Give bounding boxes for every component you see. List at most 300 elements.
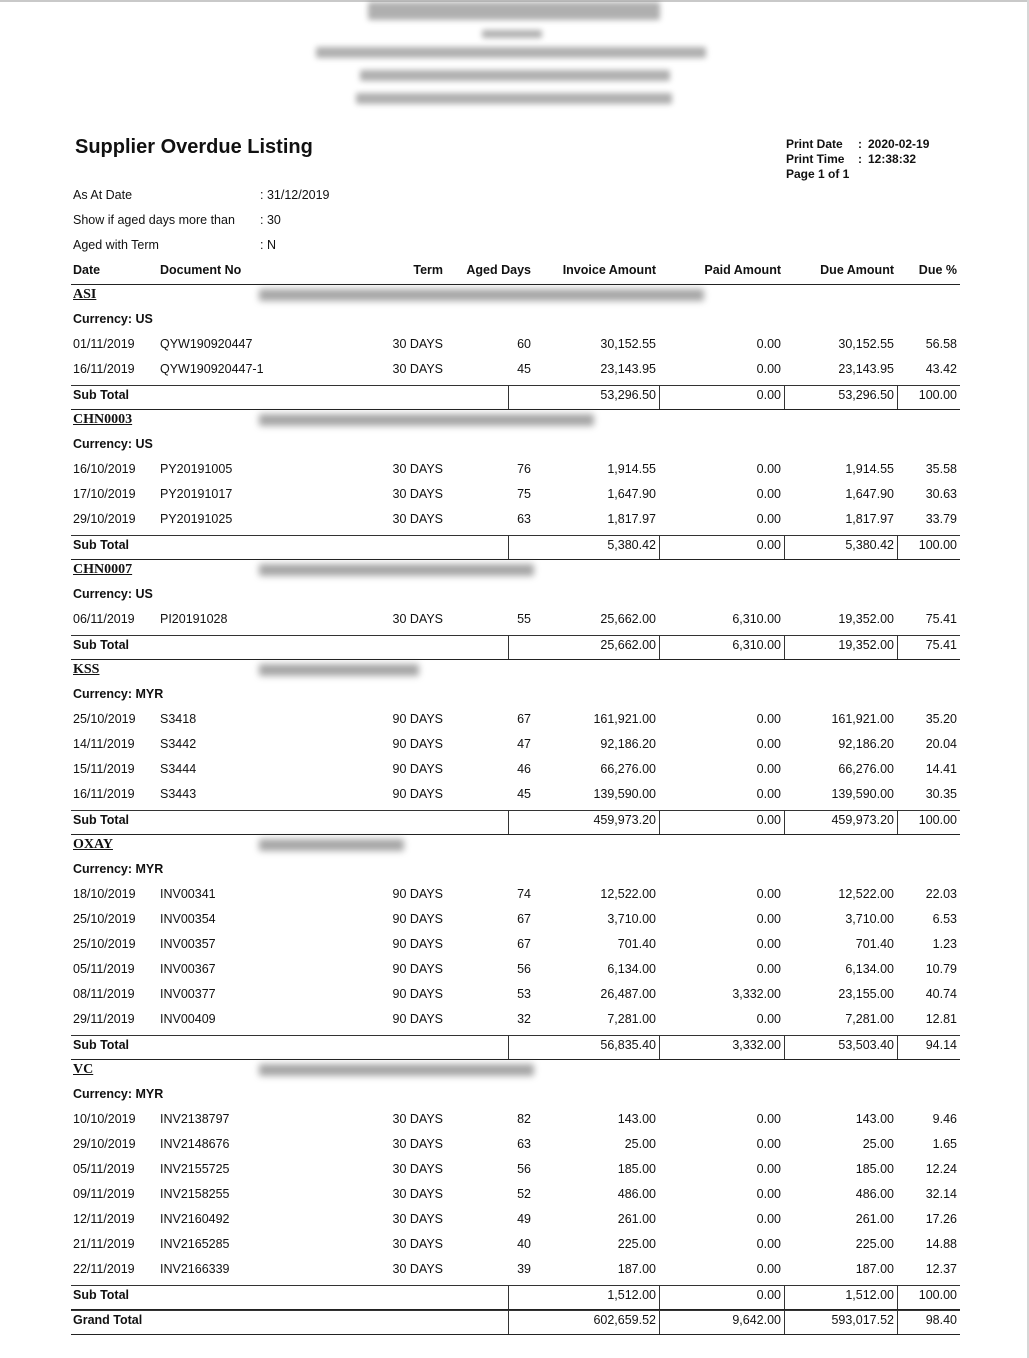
document-no-cell: PI20191028 — [160, 612, 228, 626]
currency-row — [71, 435, 960, 460]
table-row — [71, 910, 960, 935]
due-amount-cell: 261.00 — [855, 1212, 894, 1226]
due-pct-cell: 10.79 — [925, 962, 957, 976]
document-no-cell: INV00409 — [160, 1012, 216, 1026]
invoice-amount-cell: 701.40 — [617, 937, 656, 951]
aged-days-cell: 82 — [517, 1112, 531, 1126]
subtotal-invoice: 25,662.00 — [600, 638, 656, 652]
term-cell: 90 DAYS — [392, 1012, 443, 1026]
paid-amount-cell: 0.00 — [756, 912, 781, 926]
invoice-amount-cell: 66,276.00 — [600, 762, 656, 776]
column-separator — [659, 636, 660, 659]
aged-days-cell: 45 — [517, 787, 531, 801]
col-invoice-header: Invoice Amount — [562, 263, 656, 277]
document-no-cell: S3442 — [160, 737, 197, 751]
date-cell: 10/10/2019 — [73, 1112, 136, 1126]
invoice-amount-cell: 23,143.95 — [600, 362, 656, 376]
term-cell: 30 DAYS — [392, 512, 443, 526]
column-separator — [784, 386, 785, 409]
date-cell: 18/10/2019 — [73, 887, 136, 901]
table-row — [71, 885, 960, 910]
invoice-amount-cell: 26,487.00 — [600, 987, 656, 1001]
due-pct-cell: 14.88 — [925, 1237, 957, 1251]
param-label: Aged with Term — [73, 238, 159, 252]
redacted-supplier-name — [259, 839, 404, 851]
due-pct-cell: 20.04 — [925, 737, 957, 751]
supplier-code: KSS — [73, 662, 100, 677]
aged-days-cell: 53 — [517, 987, 531, 1001]
column-separator — [659, 811, 660, 834]
subtotal-label: Sub Total — [73, 1288, 130, 1302]
due-pct-cell: 30.35 — [925, 787, 957, 801]
subtotal-label: Sub Total — [73, 1038, 130, 1052]
invoice-amount-cell: 161,921.00 — [593, 712, 656, 726]
document-no-cell: INV00367 — [160, 962, 216, 976]
term-cell: 30 DAYS — [392, 1262, 443, 1276]
supplier-group-header — [71, 285, 960, 310]
supplier-group-header — [71, 835, 960, 860]
date-cell: 16/10/2019 — [73, 462, 136, 476]
currency-label: Currency: US — [73, 437, 153, 451]
due-amount-cell: 3,710.00 — [845, 912, 894, 926]
currency-row — [71, 860, 960, 885]
column-separator — [659, 536, 660, 559]
column-separator — [508, 1286, 509, 1309]
term-cell: 30 DAYS — [392, 1237, 443, 1251]
due-pct-cell: 6.53 — [932, 912, 957, 926]
column-separator — [784, 1286, 785, 1309]
table-row — [71, 1260, 960, 1285]
paid-amount-cell: 3,332.00 — [732, 987, 781, 1001]
term-cell: 30 DAYS — [392, 1212, 443, 1226]
grand-total-due: 593,017.52 — [831, 1313, 894, 1327]
overdue-table — [71, 261, 960, 1335]
table-row — [71, 1010, 960, 1035]
subtotal-row — [71, 1035, 960, 1060]
redacted-supplier-name — [259, 1064, 534, 1076]
invoice-amount-cell: 1,647.90 — [607, 487, 656, 501]
date-cell: 17/10/2019 — [73, 487, 136, 501]
subtotal-label: Sub Total — [73, 638, 130, 652]
date-cell: 05/11/2019 — [73, 1162, 135, 1176]
print-date-label: Print Date — [786, 137, 843, 151]
column-separator — [659, 1286, 660, 1309]
due-pct-cell: 40.74 — [925, 987, 957, 1001]
table-row — [71, 1135, 960, 1160]
table-row — [71, 960, 960, 985]
currency-row — [71, 1085, 960, 1110]
due-amount-cell: 139,590.00 — [831, 787, 894, 801]
due-pct-cell: 12.81 — [925, 1012, 957, 1026]
due-amount-cell: 486.00 — [855, 1187, 894, 1201]
due-amount-cell: 187.00 — [855, 1262, 894, 1276]
invoice-amount-cell: 7,281.00 — [607, 1012, 656, 1026]
date-cell: 29/11/2019 — [73, 1012, 135, 1026]
paid-amount-cell: 0.00 — [756, 337, 781, 351]
aged-days-cell: 63 — [517, 1137, 531, 1151]
column-separator — [897, 536, 898, 559]
param-value: : 30 — [260, 213, 281, 227]
due-pct-cell: 30.63 — [925, 487, 957, 501]
subtotal-invoice: 5,380.42 — [607, 538, 656, 552]
due-amount-cell: 12,522.00 — [838, 887, 894, 901]
subtotal-pct: 100.00 — [918, 388, 957, 402]
redacted-phone-line — [356, 93, 672, 104]
term-cell: 90 DAYS — [392, 737, 443, 751]
paid-amount-cell: 0.00 — [756, 362, 781, 376]
due-pct-cell: 9.46 — [932, 1112, 957, 1126]
subtotal-label: Sub Total — [73, 813, 130, 827]
col-term-header: Term — [413, 263, 443, 277]
paid-amount-cell: 0.00 — [756, 1262, 781, 1276]
paid-amount-cell: 0.00 — [756, 737, 781, 751]
subtotal-due: 459,973.20 — [831, 813, 894, 827]
table-header — [71, 261, 960, 285]
due-pct-cell: 12.24 — [925, 1162, 957, 1176]
table-row — [71, 1210, 960, 1235]
subtotal-invoice: 1,512.00 — [607, 1288, 656, 1302]
grand-total-pct: 98.40 — [925, 1313, 957, 1327]
currency-label: Currency: MYR — [73, 1087, 164, 1101]
paid-amount-cell: 6,310.00 — [732, 612, 781, 626]
column-separator — [508, 386, 509, 409]
subtotal-label: Sub Total — [73, 538, 130, 552]
paid-amount-cell: 0.00 — [756, 762, 781, 776]
due-amount-cell: 1,817.97 — [845, 512, 894, 526]
aged-days-cell: 56 — [517, 962, 531, 976]
subtotal-invoice: 56,835.40 — [600, 1038, 656, 1052]
col-due-header: Due Amount — [820, 263, 894, 277]
column-separator — [897, 1286, 898, 1309]
term-cell: 30 DAYS — [392, 1137, 443, 1151]
param-row — [73, 236, 330, 261]
column-separator — [659, 1036, 660, 1059]
due-amount-cell: 225.00 — [855, 1237, 894, 1251]
due-pct-cell: 1.23 — [932, 937, 957, 951]
table-row — [71, 1185, 960, 1210]
paid-amount-cell: 0.00 — [756, 462, 781, 476]
date-cell: 14/11/2019 — [73, 737, 135, 751]
subtotal-row — [71, 635, 960, 660]
company-letterhead-redacted — [0, 0, 1029, 110]
invoice-amount-cell: 25,662.00 — [600, 612, 656, 626]
date-cell: 15/11/2019 — [73, 762, 135, 776]
aged-days-cell: 46 — [517, 762, 531, 776]
column-separator — [508, 1036, 509, 1059]
grand-total-invoice: 602,659.52 — [593, 1313, 656, 1327]
document-no-cell: INV2160492 — [160, 1212, 230, 1226]
due-pct-cell: 32.14 — [925, 1187, 957, 1201]
document-no-cell: S3418 — [160, 712, 197, 726]
table-row — [71, 735, 960, 760]
table-row — [71, 785, 960, 810]
term-cell: 30 DAYS — [392, 362, 443, 376]
table-row — [71, 985, 960, 1010]
aged-days-cell: 67 — [517, 937, 531, 951]
table-row — [71, 485, 960, 510]
aged-days-cell: 74 — [517, 887, 531, 901]
document-no-cell: PY20191017 — [160, 487, 233, 501]
term-cell: 90 DAYS — [392, 937, 443, 951]
currency-label: Currency: US — [73, 587, 153, 601]
subtotal-paid: 0.00 — [756, 538, 781, 552]
redacted-address-line — [360, 70, 670, 81]
subtotal-paid: 6,310.00 — [732, 638, 781, 652]
supplier-code: VC — [73, 1062, 94, 1077]
subtotal-row — [71, 535, 960, 560]
date-cell: 21/11/2019 — [73, 1237, 135, 1251]
due-pct-cell: 17.26 — [925, 1212, 957, 1226]
invoice-amount-cell: 143.00 — [617, 1112, 656, 1126]
column-separator — [784, 811, 785, 834]
subtotal-pct: 100.00 — [918, 813, 957, 827]
column-separator — [784, 1036, 785, 1059]
column-separator — [784, 636, 785, 659]
date-cell: 25/10/2019 — [73, 712, 136, 726]
due-amount-cell: 143.00 — [855, 1112, 894, 1126]
subtotal-paid: 0.00 — [756, 813, 781, 827]
aged-days-cell: 47 — [517, 737, 531, 751]
date-cell: 29/10/2019 — [73, 1137, 136, 1151]
due-pct-cell: 56.58 — [925, 337, 957, 351]
date-cell: 01/11/2019 — [73, 337, 135, 351]
invoice-amount-cell: 3,710.00 — [607, 912, 656, 926]
due-amount-cell: 701.40 — [855, 937, 894, 951]
column-separator — [508, 811, 509, 834]
aged-days-cell: 55 — [517, 612, 531, 626]
due-pct-cell: 12.37 — [925, 1262, 957, 1276]
paid-amount-cell: 0.00 — [756, 712, 781, 726]
redacted-supplier-name — [259, 289, 704, 301]
invoice-amount-cell: 92,186.20 — [600, 737, 656, 751]
due-amount-cell: 1,914.55 — [845, 462, 894, 476]
redacted-company-name — [368, 2, 660, 20]
supplier-group-header — [71, 1060, 960, 1085]
invoice-amount-cell: 225.00 — [617, 1237, 656, 1251]
term-cell: 90 DAYS — [392, 712, 443, 726]
invoice-amount-cell: 12,522.00 — [600, 887, 656, 901]
date-cell: 09/11/2019 — [73, 1187, 135, 1201]
table-row — [71, 610, 960, 635]
aged-days-cell: 75 — [517, 487, 531, 501]
subtotal-due: 19,352.00 — [838, 638, 894, 652]
subtotal-due: 1,512.00 — [845, 1288, 894, 1302]
supplier-code: OXAY — [73, 837, 113, 852]
paid-amount-cell: 0.00 — [756, 512, 781, 526]
table-row — [71, 760, 960, 785]
print-info: Print Date : 2020-02-19 Print Time : 12:38:32 Page 1 of 1 — [786, 137, 930, 181]
document-no-cell: S3443 — [160, 787, 197, 801]
table-row — [71, 1110, 960, 1135]
due-amount-cell: 66,276.00 — [838, 762, 894, 776]
term-cell: 90 DAYS — [392, 962, 443, 976]
column-separator — [659, 386, 660, 409]
document-no-cell: INV2165285 — [160, 1237, 230, 1251]
due-pct-cell: 75.41 — [925, 612, 957, 626]
paid-amount-cell: 0.00 — [756, 937, 781, 951]
supplier-code: CHN0003 — [73, 412, 133, 427]
document-no-cell: S3444 — [160, 762, 197, 776]
aged-days-cell: 40 — [517, 1237, 531, 1251]
due-amount-cell: 161,921.00 — [831, 712, 894, 726]
paid-amount-cell: 0.00 — [756, 1112, 781, 1126]
col-pct-header: Due % — [918, 263, 957, 277]
redacted-address-line — [316, 47, 706, 58]
supplier-code: CHN0007 — [73, 562, 133, 577]
aged-days-cell: 32 — [517, 1012, 531, 1026]
due-pct-cell: 33.79 — [925, 512, 957, 526]
grand-total-row — [71, 1310, 960, 1335]
paid-amount-cell: 0.00 — [756, 887, 781, 901]
currency-label: Currency: US — [73, 312, 153, 326]
paid-amount-cell: 0.00 — [756, 487, 781, 501]
due-amount-cell: 1,647.90 — [845, 487, 894, 501]
supplier-group-header — [71, 660, 960, 685]
invoice-amount-cell: 30,152.55 — [600, 337, 656, 351]
param-row — [73, 211, 330, 236]
subtotal-due: 53,296.50 — [838, 388, 894, 402]
due-amount-cell: 23,155.00 — [838, 987, 894, 1001]
aged-days-cell: 39 — [517, 1262, 531, 1276]
subtotal-pct: 75.41 — [925, 638, 957, 652]
supplier-group-header — [71, 560, 960, 585]
col-doc-header: Document No — [160, 263, 242, 277]
date-cell: 29/10/2019 — [73, 512, 136, 526]
page-info: Page 1 of 1 — [786, 167, 850, 181]
table-row — [71, 510, 960, 535]
table-row — [71, 935, 960, 960]
date-cell: 05/11/2019 — [73, 962, 135, 976]
subtotal-label: Sub Total — [73, 388, 130, 402]
date-cell: 06/11/2019 — [73, 612, 135, 626]
param-label: Show if aged days more than — [73, 213, 235, 227]
redacted-supplier-name — [259, 414, 594, 426]
redacted-supplier-name — [259, 564, 534, 576]
document-no-cell: INV00357 — [160, 937, 216, 951]
date-cell: 16/11/2019 — [73, 787, 135, 801]
column-separator — [897, 811, 898, 834]
print-time-label: Print Time — [786, 152, 845, 166]
due-amount-cell: 7,281.00 — [845, 1012, 894, 1026]
subtotal-row — [71, 385, 960, 410]
document-no-cell: QYW190920447 — [160, 337, 253, 351]
subtotal-pct: 94.14 — [925, 1038, 957, 1052]
aged-days-cell: 67 — [517, 712, 531, 726]
param-label: As At Date — [73, 188, 133, 202]
redacted-supplier-name — [259, 664, 419, 676]
term-cell: 30 DAYS — [392, 1187, 443, 1201]
paid-amount-cell: 0.00 — [756, 787, 781, 801]
term-cell: 30 DAYS — [392, 487, 443, 501]
invoice-amount-cell: 6,134.00 — [607, 962, 656, 976]
invoice-amount-cell: 25.00 — [624, 1137, 656, 1151]
print-time-value: 12:38:32 — [868, 152, 917, 166]
document-no-cell: PY20191025 — [160, 512, 233, 526]
date-cell: 16/11/2019 — [73, 362, 135, 376]
subtotal-due: 53,503.40 — [838, 1038, 894, 1052]
due-amount-cell: 25.00 — [862, 1137, 894, 1151]
term-cell: 30 DAYS — [392, 1112, 443, 1126]
due-pct-cell: 1.65 — [932, 1137, 957, 1151]
col-date-header: Date — [73, 263, 101, 277]
subtotal-row — [71, 810, 960, 835]
term-cell: 30 DAYS — [392, 1162, 443, 1176]
aged-days-cell: 52 — [517, 1187, 531, 1201]
due-amount-cell: 19,352.00 — [838, 612, 894, 626]
subtotal-pct: 100.00 — [918, 538, 957, 552]
document-no-cell: PY20191005 — [160, 462, 233, 476]
table-row — [71, 360, 960, 385]
print-date-value: 2020-02-19 — [868, 137, 930, 151]
aged-days-cell: 76 — [517, 462, 531, 476]
table-row — [71, 1160, 960, 1185]
document-no-cell: INV2166339 — [160, 1262, 230, 1276]
due-pct-cell: 35.20 — [925, 712, 957, 726]
currency-label: Currency: MYR — [73, 862, 164, 876]
param-value: : N — [260, 238, 276, 252]
date-cell: 08/11/2019 — [73, 987, 135, 1001]
report-title: Supplier Overdue Listing — [75, 136, 313, 158]
currency-row — [71, 310, 960, 335]
due-amount-cell: 30,152.55 — [838, 337, 894, 351]
redacted-address-line — [482, 30, 542, 38]
document-no-cell: QYW190920447-1 — [160, 362, 264, 376]
due-pct-cell: 22.03 — [925, 887, 957, 901]
term-cell: 90 DAYS — [392, 762, 443, 776]
currency-row — [71, 585, 960, 610]
term-cell: 30 DAYS — [392, 337, 443, 351]
term-cell: 90 DAYS — [392, 987, 443, 1001]
supplier-code: ASI — [73, 287, 97, 302]
paid-amount-cell: 0.00 — [756, 1137, 781, 1151]
col-paid-header: Paid Amount — [704, 263, 781, 277]
paid-amount-cell: 0.00 — [756, 1012, 781, 1026]
invoice-amount-cell: 486.00 — [617, 1187, 656, 1201]
paid-amount-cell: 0.00 — [756, 1237, 781, 1251]
due-amount-cell: 23,143.95 — [838, 362, 894, 376]
table-row — [71, 335, 960, 360]
subtotal-row — [71, 1285, 960, 1310]
subtotal-paid: 3,332.00 — [732, 1038, 781, 1052]
invoice-amount-cell: 1,817.97 — [607, 512, 656, 526]
due-pct-cell: 43.42 — [925, 362, 957, 376]
column-separator — [508, 636, 509, 659]
param-row — [73, 186, 330, 211]
document-no-cell: INV2138797 — [160, 1112, 230, 1126]
term-cell: 30 DAYS — [392, 462, 443, 476]
grand-total-label: Grand Total — [73, 1313, 143, 1327]
invoice-amount-cell: 1,914.55 — [607, 462, 656, 476]
subtotal-invoice: 53,296.50 — [600, 388, 656, 402]
invoice-amount-cell: 139,590.00 — [593, 787, 656, 801]
term-cell: 30 DAYS — [392, 612, 443, 626]
table-row — [71, 710, 960, 735]
document-no-cell: INV2155725 — [160, 1162, 230, 1176]
supplier-group-header — [71, 410, 960, 435]
term-cell: 90 DAYS — [392, 912, 443, 926]
grand-total-paid: 9,642.00 — [732, 1313, 781, 1327]
report-parameters — [73, 186, 330, 261]
due-amount-cell: 185.00 — [855, 1162, 894, 1176]
due-amount-cell: 92,186.20 — [838, 737, 894, 751]
col-aged-header: Aged Days — [466, 263, 531, 277]
column-separator — [508, 536, 509, 559]
aged-days-cell: 60 — [517, 337, 531, 351]
paid-amount-cell: 0.00 — [756, 1162, 781, 1176]
aged-days-cell: 67 — [517, 912, 531, 926]
date-cell: 22/11/2019 — [73, 1262, 135, 1276]
column-separator — [897, 636, 898, 659]
